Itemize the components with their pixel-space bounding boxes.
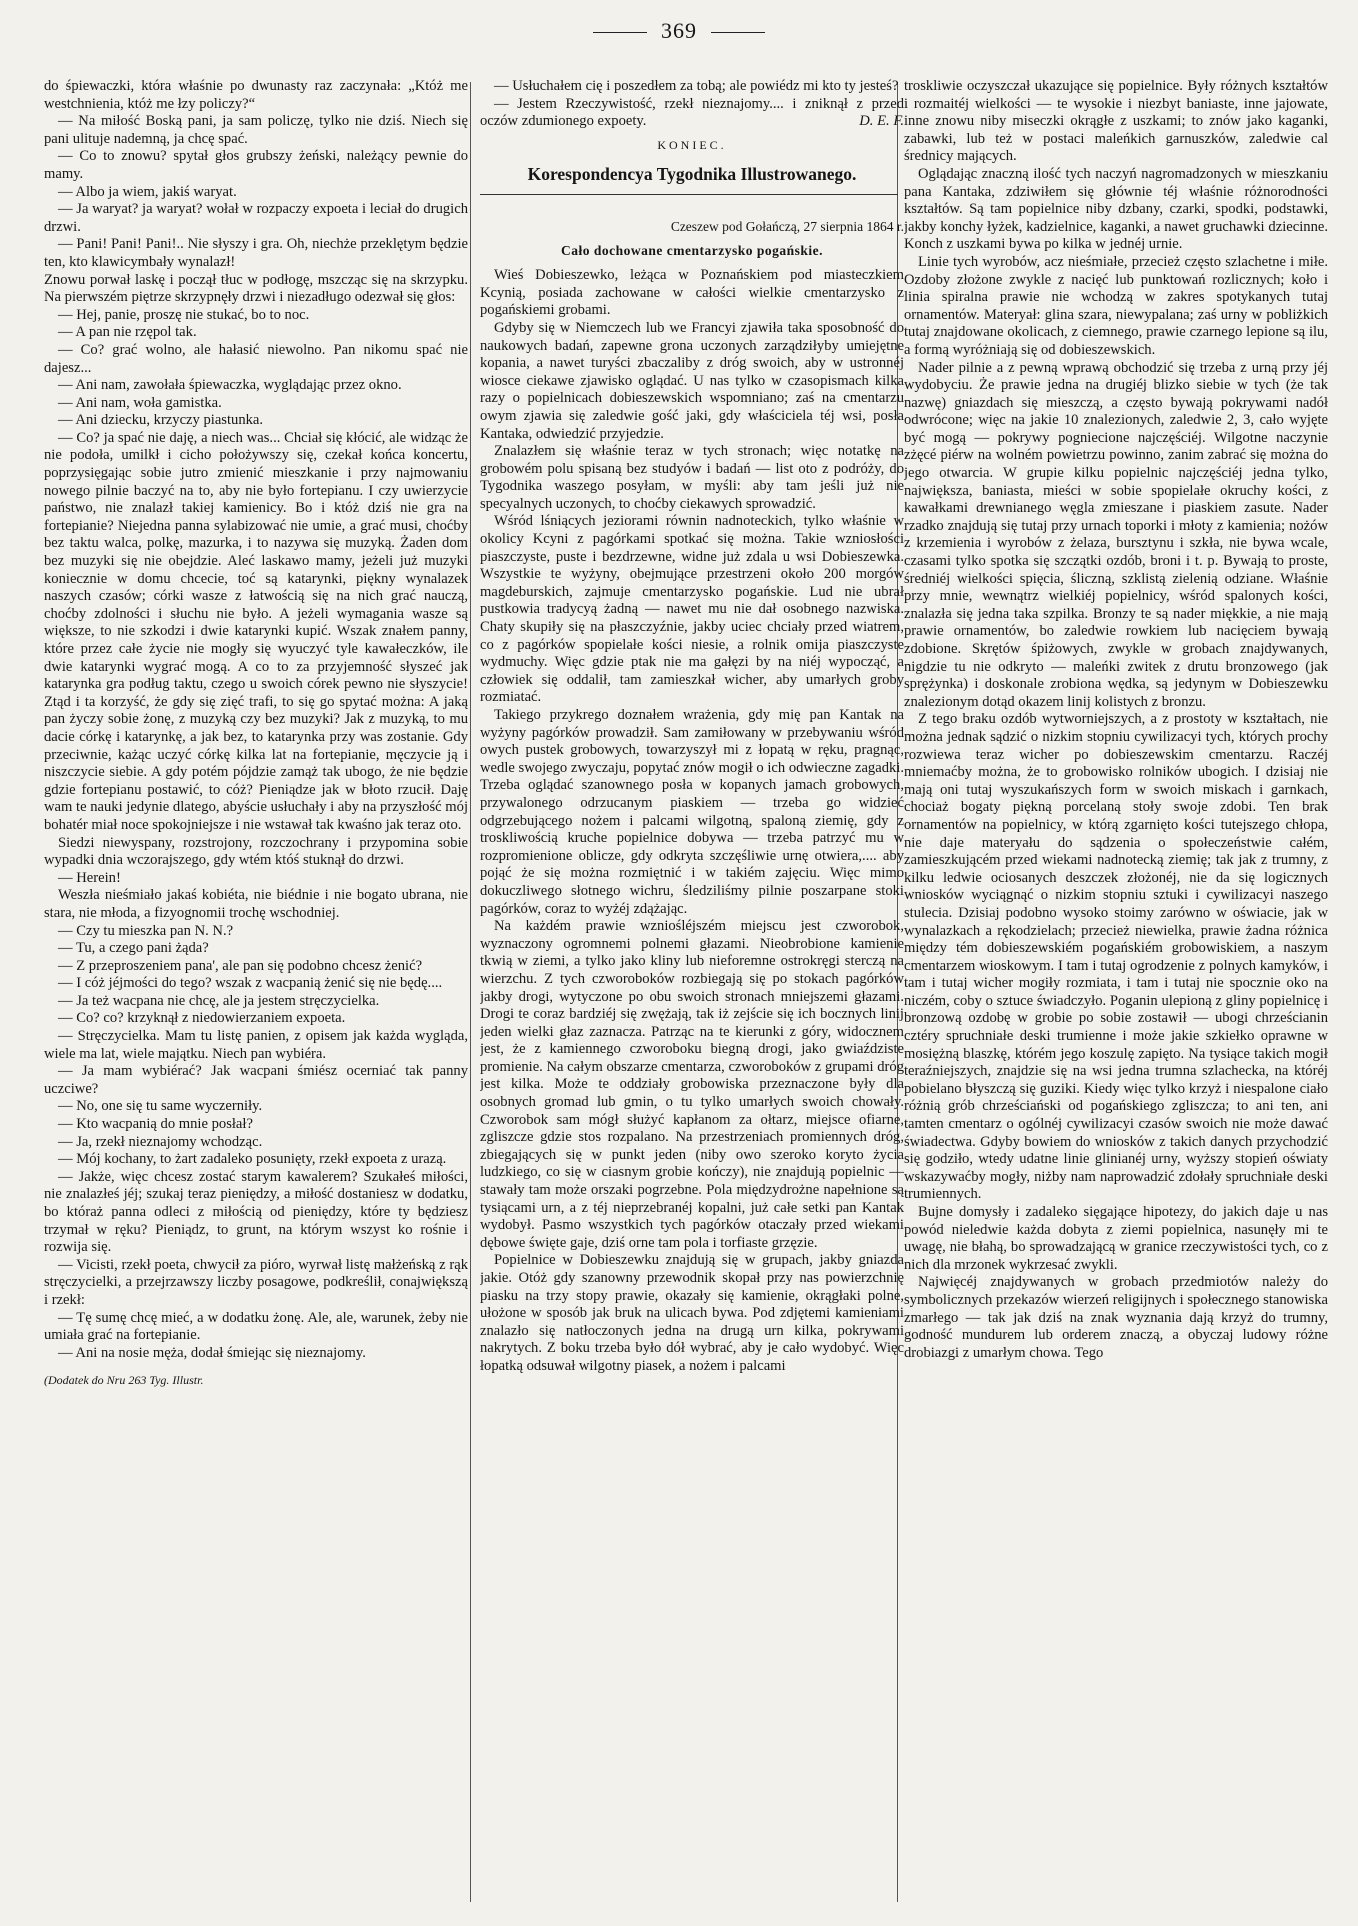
paragraph: — Mój kochany, to żart zadaleko posunięty, rzekł expoeta z urazą. [58, 1151, 447, 1168]
paragraph: do śpiewaczki, która właśnie po dwunasty raz zaczynała: „Któż me westchnienia, któż me łzy policzy?“ [44, 78, 468, 112]
paragraph: — Ja, rzekł nieznajomy wchodząc. [58, 1133, 263, 1150]
paragraph: Siedzi niewyspany, rozstrojony, rozczochrany i przypomina sobie wypadki dnia wczorajszego, gdy wtém któś stuknął do drzwi. [44, 834, 468, 869]
paragraph: Weszła nieśmiało jakaś kobiéta, nie biédnie i nie bogato ubrana, nie stara, nie młoda, a fizyognomii trochę wschodniej. [44, 887, 468, 921]
paragraph: Z tego braku ozdób wytworniejszych, a z prostoty w kształtach, nie można jednak sądzić o nizkim stopniu cywilizacyi tych, których prochy rozwiewa teraz wicher po dobieszewskim cmentarzu. Raczéj mniemaćby można, że to grobowisko rolników ubogich. I dzisiaj nie mają oni tutaj wyszukańszych form w swoich miskach i garnkach, chociaż bogaty piękną porcelaną stoły swoje zdobi. Ten brak ornamentów na popielnicy, w którą zgarnięto kości tutejszego chłopa, nie daje materyału do sądzenia o społeczeństwie całém, zamieszkującém przed wiekami nadnotecką ziemię; tak jak z trumny, z kilku ledwie ociosanych deszczek złożonéj, nie da się logicznych wniosków wyciągnąć o nizkim stopniu sztuki i cywilizacyi naszego stulecia. Dzisiaj podobno wysoko stoimy zarówno w oświacie, jak w wynalazkach a rękodzielach; przecież niewielka, prawie żadna różnica między tém dobieszewskiém pogańskiém grobowiskiem, a naszym cmentarzem wioskowym. I tam i tutaj ogrodzenie z polnych kamyków, i tam i tutaj wicher mogiły rozmiata, i tam i tutaj nie spocznie oko na niczém, coby o sztuce świadczyło. Poganin ulepioną z gliny popielnicę i bronzową ozdobę w grobie po sobie zostawił — ubogi chrześcianin cztéry spruchniałe deski trumienne i może jakie szkiełko oprawne w mosiężną blaszkę, którém jego koszulę zapięto. Na tysiące takich mogił teraźniejszych, znajdzie się na wsi jedna trumna szlachecka, na któréj pobielano błyszczą się guziki. Kiedy więc tylko krzyż i niespalone ciało różnią grób chrześciański od pogańskiego zgliszcza; to ani ten, ani tamten cmentarz o ogólnéj cywilizacyi czasów swoich nie może dawać świadectwa. Gdyby bowiem do wniosków z takich danych przychodzić się godziło, wtedy udatne linie glinianéj urny, wyższy stopień oświaty wskazywaćby mogły, niżby nam naprowadzić zdołały spruchniałe deski trumiennych. [904, 711, 1328, 1203]
paragraph: Wśród lśniących jeziorami równin nadnoteckich, tylko właśnie w okolicy Kcyni z pagórkami spotkać się można. Takie wzniosłości piaszczyste, puste i bezdrzewne, widne już zdala u wsi Dobieszewka. Wszystkie te wyżyny, obejmujące przestrzeni około 200 morgów magdeburskich, zajmuje cmentarzysko pogańskie. Lud nie ubrał pustkowia tradycyą żadną — nawet mu nie dał osobnego nazwiska. Chaty skupiły się na płaszczyźnie, jakby uciec chciały przed wiatrem, co z pagórków spopielałe kości niesie, a rolnik omija piaszczyste wydmuchy. Więc gdzie ptak nie ma gałęzi by na niéj wypocząć, a człowiek się oddalił, tam zamieszkał wicher, aby umarłych groby rozmiatać. [480, 513, 904, 706]
paragraph: — Stręczycielka. Mam tu listę panien, z opisem jak każda wygląda, wiele ma lat, wiele majątku. Niech pan wybiéra. [44, 1028, 468, 1062]
author-signature: D. E. F. [859, 113, 904, 130]
paragraph: Nader pilnie a z pewną wprawą obchodzić się trzeba z urną przy jéj wydobyciu. Że prawie jedna na drugiéj blizko siebie w tych (że tak nazwę) gniazdach się mieszczą, a często bywają pokrywami nadół odwrócone; więc na jakie 10 znalezionych, zaledwie 2, 3, cało wyjęte być mogą — pokrywy pogniecione najczęściéj. Wilgotne naczynie zżęcé piérw na wolném powietrzu powinno, zanim zabrać się można do jego otwarcia. W grupie kilku popielnic najczęściéj jedna tylko, największa, baniasta, mieści w sobie spopielałe okruchy kości, z kawałkami drewnianego węgla zmieszane i piaskiem zasute. Nader rzadko znajdują się tutaj przy urnach toporki i młoty z kamienia; nożów z krzemienia i wyrobów z żelaza, bursztynu i szkła, nie bywa wcale, czasami tylko spotka się szczątki ozdób, broni i t. p. Bywają to proste, średniéj wielkości spięcia, śliczną, szklistą zielenią odziane. Właśnie przy mnie, wewnątrz wielkiéj popielnicy, wśród spalonych kości, znalazła się jedna taka szpilka. Bronzy te są nader miękkie, a nie mają prawie ornamentów, bo zaledwie rowkiem lub nacięciem bywają zdobione. Skrętów śpiżowych, zwykle w grobach znajdywanych, nigdzie tu nie odkryto — maleńki zwitek z drutu bronzowego (jak sprężynka) i doskonale zrobiona wędka, są jedynym w Dobieszewku znalezionym dotąd okazem linij kolistych z bronzu. [904, 359, 1328, 710]
paragraph: Takiego przykrego doznałem wrażenia, gdy mię pan Kantak na wyżyny pagórków prowadził. Sam zamiłowany w przebywaniu wśród owych pustek grobowych, towarzyszył mi z łopatą w ręku, pragnąc, wedle swojego zwyczaju, popytać znów mogił o ich odwieczne zagadki. Trzeba oglądać szanownego posła w kopanych jamach grobowych, przywalonego odrzucanym piaskiem — trzeba go widzieć odgrzebującego nożem i palcami wilgotną, spaloną ziemię, gdy z troskliwością kruche popielnice dobywa — trzeba patrzyć mu w rozpromienione oblicze, gdy odkryta szczęśliwie urnę otwiera,.... aby pojąć że się można rozmiętnić i w takiém zajęciu. Więc mimo dokuczliwego słotnego wichru, śledziliśmy pilnie poszarpane stoki pagórków, coraz to wyżéj zdążając. [480, 707, 904, 917]
paragraph: — Na miłość Boską pani, ja sam policzę, tylko nie dziś. Niech się pani ulituje nademną, ja chcę spać. [44, 113, 468, 147]
page-number: 369 [661, 18, 697, 43]
paragraph: troskliwie oczyszczał ukazujące się popielnice. Były różnych kształtów i rozmaitéj wielkości — te wysokie i niezbyt baniaste, inne jajowate, inne znowu niby miseczki okrągłe z uszkami; to znów jako kaganki, zabawki, lub też w postaci maleńkich garnuszków, zaledwie cal średnicy mających. [904, 78, 1328, 165]
paragraph: — Czy tu mieszka pan N. N.? [58, 922, 234, 939]
column-3 [904, 78, 1328, 1904]
paragraph: — Usłuchałem cię i poszedłem za tobą; ale powiédz mi kto ty jesteś? [494, 78, 899, 94]
paragraph: Gdyby się w Niemczech lub we Francyi zjawiła taka sposobność do naukowych badań, zapewne grona uczonych zarządziłyby umiejętne kopania, a nawet turyści zbaczaliby z dróg swoich, aby w ustronnéj wiosce ciekawe zjawisko oglądać. U nas tylko w czasopismach kilka razy o popielnicach dobieszewskich wspomniano; zaś na cmentarzu owym zjawia się zaledwie gość jaki, gdy właściciela téj wsi, posła Kantaka, odwiedzić przyjedzie. [480, 319, 904, 442]
paragraph: — Co? ja spać nie daję, a niech was... Chciał się kłócić, ale widząc że nie podoła, umilkł i cicho położywszy się, czekał końca koncertu, poprzysięgając sobie jutro zmienić mieszkanie i przy najmowaniu nowego pilnie baczyć na to, aby nie było fortepianu. I czy uwierzycie państwo, nie znalazł takiej kamienicy. Bo i któż dziś nie gra na fortepianie? Niejedna panna sylabizować nie umie, a grać musi, choćby bez taktu walca, polkę, mazurka, i to nazywa się muzyką. Żaden dom bez muzyki się nie obejdzie. Aleć laskawo mamy, jeżeli już muzyki koniecznie w domu chcecie, toć są katarynki, piękny wynalazek naszych czasów; córki wasze z łatwością się na nich grać nauczą, choćby zdolności i słuchu nie było. A jeżeli wymagania wasze są większe, to nie szkodzi i dwie katarynki kupić. Wszak znałem panny, które przez całe życie nie mogły się wyuczyć tyle kawałeczków, ile dwie katarynki wygrać mogą. A co to za przyjemność słyszeć jak katarynka gra podług taktu, czego u swoich córek pewno nie słyszycie! Ztąd i ta korzyść, że gdy się zięć trafi, to się go spytać można: A jaką pan życzy sobie żonę, z muzyką czy bez muzyki? Jak z muzyką, to mu dacie córkę i katarynkę, a jak bez, to katarynka przy was zostanie. Gdy przeciwnie, każąc uczyć córkę kilka lat na fortepianie, męczycie ją i niszczycie siebie. A gdy potém pójdzie zamąż tak ubogo, że nie będzie gdzie fortepianu postawić, to cóż? Pieniądze jak w błoto rzucił. Daję wam te nauki jedynie dlatego, abyście usłuchały i aby na przyszłość mój bohatér miał noce spokojniejsze i nie wstawał tak kwaśno jak teraz oto. [44, 429, 468, 833]
section-divider [480, 194, 898, 195]
paragraph: — No, one się tu same wyczerniły. [58, 1098, 263, 1115]
paragraph: Na każdém prawie wzniośléjszém miejscu jest czworobok, wyznaczony ogromnemi polnemi głazami. Nieobrobione kamienie tkwią w ziemi, a tylko jako kliny lub nieforemne ostrokręgi sterczą na wierzchu. Z tych czworoboków rozbiegają się po stokach pagórków jakby drogi, wytyczone po obu swoich stronach mniejszemi głazami. Drogi te coraz bardziéj się zwężają, tak iż zejście się ich bocznych linij jeden wielki głaz zaznacza. Patrząc na te kierunki z góry, widocznem jest, że z kamiennego czworoboku biegną drogi, jako gwiaździste promienie. Na całym obszarze cmentarza, czworoboków z grupami dróg jest kilka. Może te oddziały grobowiska przeznaczone były dla osobnych gromad lub gmin, o tu tylko umarłych swoich chowały. Czworobok sam mógł służyć kapłanom za ołtarz, miejsce ofiarne, zgliszcze gdzie stos rozpalano. Na przestrzeniach promiennych dróg, zbiegających się w punkt jeden (niby owo szeroko koryto życia ludzkiego, co się w ciasnym grobie kończy), nie znajdują popielnic — stawały tam może orszaki pogrzebne. Pola międzydrożne napełnione są tysiącami urn, a z téj nieprzebranéj kopalni, już całe setki pan Kantak wydobył. Pasmo wszystkich tych pagórków otaczały przed wiekami dębowe święte gaje, dziś orne tam pola i torfiaste grzęzie. [480, 918, 904, 1251]
paragraph-text: — Jestem Rzeczywistość, rzekł nieznajomy.... i zniknął z przed oczów zdumionego expoety. [480, 95, 904, 130]
paragraph: — Tę sumę chcę mieć, a w dodatku żonę. Ale, ale, warunek, żeby nie umiała grać na fortepianie. [44, 1309, 468, 1344]
article-title: Cało dochowane cmentarzysko pogańskie. [560, 242, 823, 258]
paragraph: — Ani nam, zawołała śpiewaczka, wyglądając przez okno. [58, 377, 402, 394]
dateline: Czeszew pod Gołańczą, 27 sierpnia 1864 r. [670, 218, 904, 234]
paragraph: — Ani dziecku, krzyczy piastunka. [58, 412, 264, 429]
paragraph: — Z przeproszeniem pana', ale pan się podobno chcesz żenić? [58, 957, 423, 974]
paragraph: — A pan nie rzępol tak. [58, 324, 197, 341]
paragraph: — Co? co? krzyknął z niedowierzaniem expoeta. [58, 1010, 346, 1027]
paragraph: Wieś Dobieszewko, leżąca w Poznańskiem pod miasteczkiem Kcynią, posiada zachowane w całości wielkie cmentarzysko z pogańskiemi grobami. [480, 267, 904, 319]
paragraph: Najwięcéj znajdywanych w grobach przedmiotów należy do symbolicznych przekazów wierzeń religijnych i społecznego stanowiska zmarłego — tak jak dziś na znak wyznania dają krzyż do trumny, godność mundurem lub orderem znaczą, a obyczaj ludowy różne drobiazgi z umarłym chowa. Tego [904, 1274, 1328, 1361]
paragraph: — Ja też wacpana nie chcę, ale ja jestem stręczycielka. [58, 992, 380, 1009]
paragraph: — Ja mam wybiérać? Jak wacpani śmiész ocerniać tak panny uczciwe? [44, 1063, 468, 1097]
paragraph: — Vicisti, rzekł poeta, chwycił za pióro, wyrwał listę małżeńską z rąk stręczycielki, a przejrzawszy liczby posagowe, podkreślił, conajwiększą i rzekł: [44, 1256, 468, 1308]
paragraph: — Co? grać wolno, ale hałasić niewolno. Pan nikomu spać nie dajesz... [44, 341, 468, 376]
paragraph: Znalazłem się właśnie teraz w tych stronach; więc notatkę na grobowém polu spisaną bez studyów i badań — list oto z podróży, do Tygodnika waszego posyłam, w myśli: aby tam jeśli już nie specyalnych uczonych, to choćby ciekawych sprowadzić. [480, 443, 904, 512]
paragraph: — Herein! [58, 869, 121, 886]
paragraph: Linie tych wyrobów, acz nieśmiałe, przecież często szlachetne i miłe. Ozdoby złożone zwykle z nacięć lub punktowań rozlicznych; koło i linia spiralna prawie nie wchodzą w zakres spotykanych tutaj ornamentów. Materyał: glina szara, niewypalana; zaś urny w pobliżkich tutaj znajdowane okolicach, z ciemnego, prawie czarnego lepione są ilu, a formą wyróżniają się od dobieszewskich. [904, 253, 1328, 358]
page-number-header [0, 18, 1358, 44]
column-divider-left [470, 82, 471, 1902]
column-1 [44, 78, 468, 1904]
paragraph: Bujne domysły i zadaleko sięgające hipotezy, do jakich daje u nas powód nieledwie każda dobyta z ziemi popielnica, nasunęły mi te uwagę, nie błahą, bo sprowadzającą w granice rzeczywistości tych, co z nich dla mrzonek wykrzesać zwykli. [904, 1204, 1328, 1273]
paragraph: — Pani! Pani! Pani!.. Nie słyszy i gra. Oh, niechże przeklętym będzie ten, kto klawicymbały wynalazł! [44, 236, 468, 270]
paragraph: — Ani na nosie męża, dodał śmiejąc się nieznajomy. [58, 1344, 366, 1361]
section-heading: Korespondencya Tygodnika Illustrowanego. [527, 164, 857, 185]
paragraph [480, 96, 904, 131]
paragraph: — Kto wacpanią do mnie posłał? [58, 1116, 253, 1133]
paragraph: — I cóż jéjmości do tego? wszak z wacpanią żenić się nie będę.... [58, 975, 443, 992]
paragraph: — Ja waryat? ja waryat? wołał w rozpaczy expoeta i leciał do drugich drzwi. [44, 201, 468, 235]
header-dash-right [711, 32, 765, 33]
paragraph: — Jakże, więc chcesz zostać starym kawalerem? Szukałeś miłości, nie znalazłeś jéj; szukaj teraz pieniędzy, a miłość dostaniesz w dodatku, bo któraż panna odleci z miłością od pieniędzy, które ty będziesz trzymał w ręku? Pieniądz, to grunt, na którym wszyst ko rośnie i rozwija się. [44, 1168, 468, 1256]
paragraph: — Tu, a czego pani żąda? [58, 940, 209, 957]
paragraph: Oglądając znaczną ilość tych naczyń nagromadzonych w mieszkaniu pana Kantaka, zdziwiłem się głównie téj właśnie różnorodności kształtów. Są tam popielnice niby dzbany, czarki, spodki, podstawki, jakby konchy łyżek, kadzielnice, kaganki, a nawet gruchawki dziecinne. Konch z uszkami bywa po kilka w jednéj urnie. [904, 165, 1328, 253]
paragraph: Znowu porwał laskę i począł tłuc w podłogę, mszcząc się na skrzypku. Na pierwszém piętrze skrzypnęły drzwi i niezadługo odezwał się głos: [44, 271, 468, 306]
footnote: (Dodatek do Nru 263 Tyg. Illustr. [44, 1373, 204, 1388]
paragraph: — Ani nam, woła gamistka. [58, 394, 222, 411]
paragraph: Popielnice w Dobieszewku znajdują się w grupach, jakby gniazda jakie. Otóż gdy szanowny przewodnik skopał przy nas powierzchnię piasku na trzy stopy prawie, okazały się kamienie, okrągłaki polne, ułożone w sposób jak bruk na ulicach bywa. Pod zdjętemi kamieniami znalazło się natłoczonych jedna na drugą urn kilka, pokrywami nakrytych. Z boku trzeba było dół wybrać, aby je cało wydobyć. Więc łopatką odsuwał wilgotny piasek, a nożem i palcami [480, 1252, 904, 1374]
paragraph: — Co to znowu? spytał głos grubszy żeński, należący pewnie do mamy. [44, 148, 468, 182]
column-2 [480, 78, 904, 1904]
end-marker: KONIEC. [657, 137, 727, 152]
header-dash-left [593, 32, 647, 33]
paragraph: — Albo ja wiem, jakiś waryat. [58, 183, 237, 200]
paragraph: — Hej, panie, proszę nie stukać, bo to noc. [58, 306, 310, 323]
